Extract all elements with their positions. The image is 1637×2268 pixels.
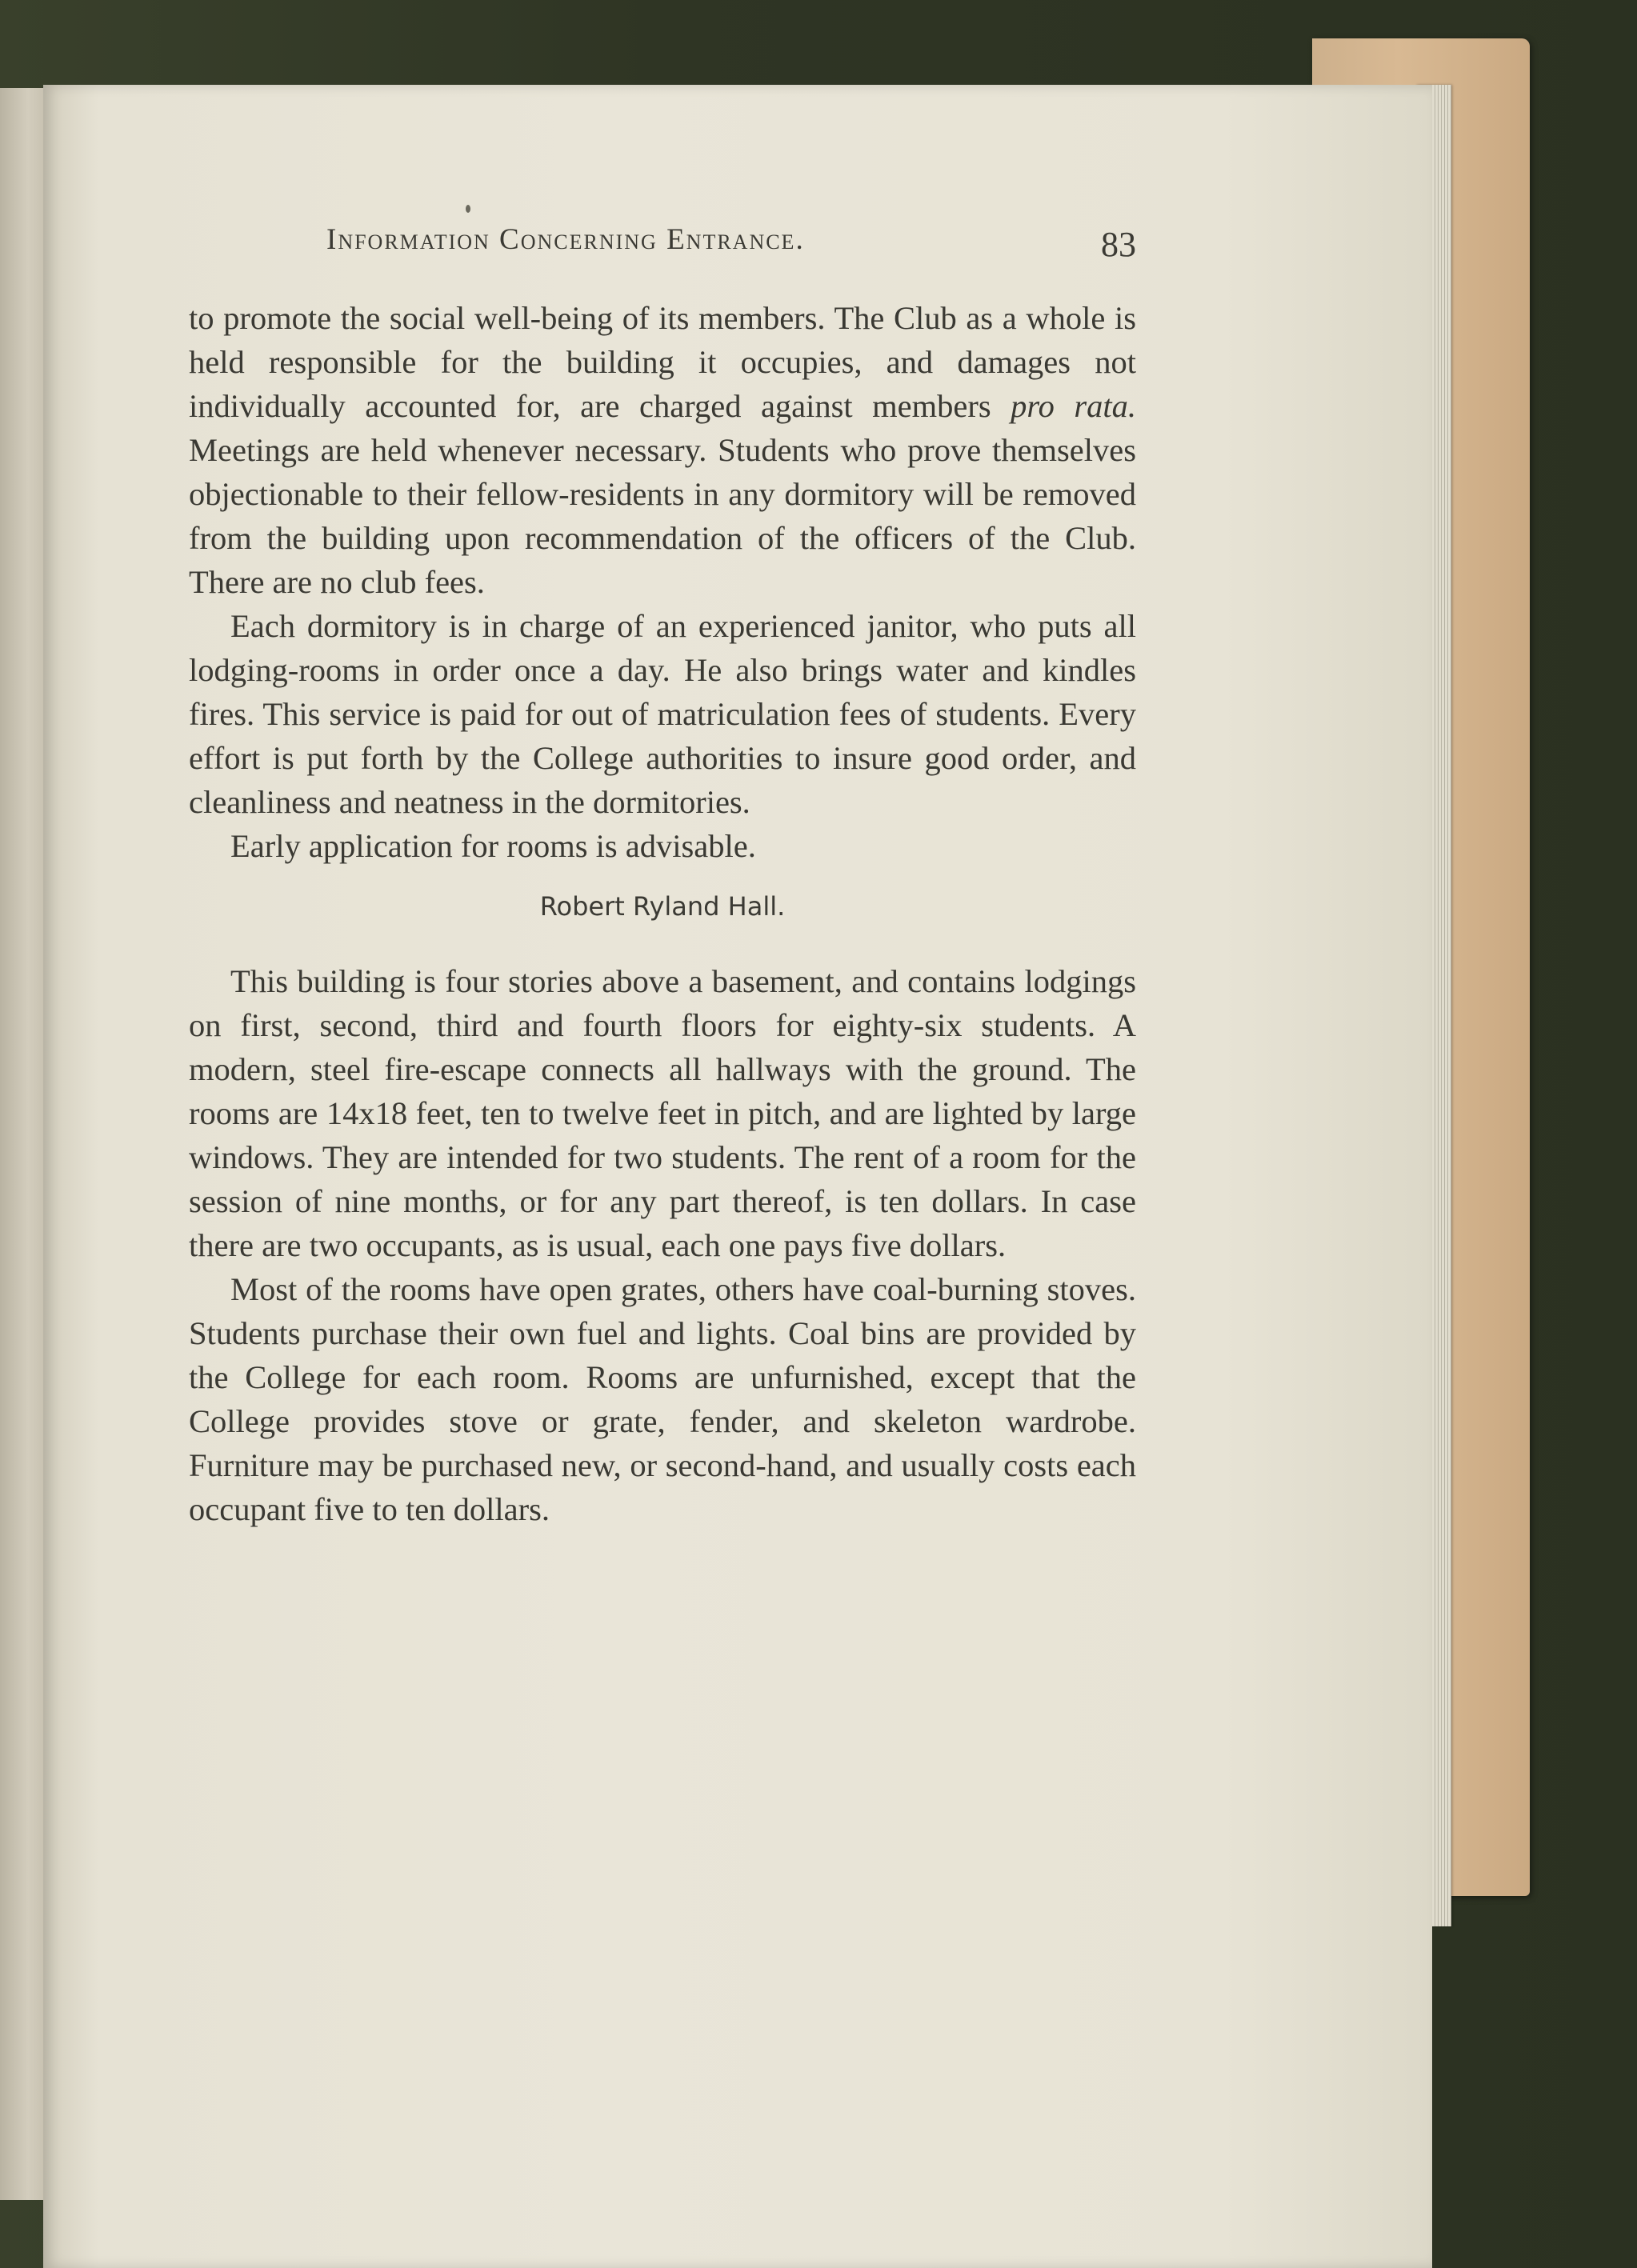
paragraph-janitor: Each dormitory is in charge of an experienced janitor, who puts all lodging-rooms in order once a day. He also brings water and kindles fires. This service is paid for out of matriculation fees of students. Every effort is put forth by the College authorities to insure good order, and cleanliness and neatness in the dormitories. [189,608,1136,820]
italic-phrase: pro rata. [1011,388,1136,424]
paragraph-club [189,296,1136,604]
running-title: Information Concerning Entrance. [326,223,805,256]
paragraph-club-text-2: Meetings are held whenever necessary. Students who prove themselves objectionable to their fellow-residents in any dormitory will be removed from the building upon recommendation of the officers of the Club. There are no club fees. [189,432,1136,600]
body-text [189,296,1136,1531]
paragraph-application: Early application for rooms is advisable. [230,828,756,864]
paper-speck [466,205,470,213]
paragraph-rooms: Most of the rooms have open grates, others have coal-burning stoves. Students purchase their own fuel and lights. Coal bins are provided by the College for each room. Rooms are unfurnished, except that the College provides stove or grate, fender, and skeleton wardrobe. Furniture may be purchased new, or second-hand, and usually costs each occupant five to ten dollars. [189,1271,1136,1527]
paragraph-building: This building is four stories above a basement, and contains lodgings on first, second, third and fourth floors for eighty-six students. A modern, steel fire-escape connects all hallways with the ground. The rooms are 14x18 feet, ten to twelve feet in pitch, and are lighted by large windows. They are intended for two students. The rent of a room for the session of nine months, or for any part thereof, is ten dollars. In case there are two occupants, as is usual, each one pays five dollars. [189,963,1136,1263]
paragraph-club-text-1: to promote the social well-being of its members. The Club as a whole is held responsible for the building it occupies, and damages not individually accounted for, are charged against members [189,300,1136,424]
running-header [326,222,1136,278]
section-heading: Robert Ryland Hall. [539,891,786,922]
page-number: 83 [1101,225,1136,264]
